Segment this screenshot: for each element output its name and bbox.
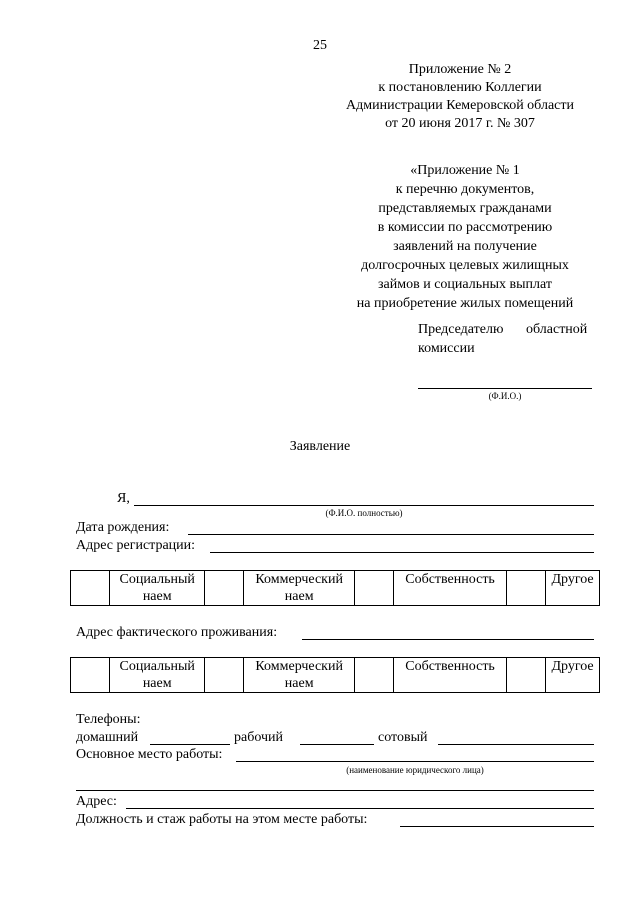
annex1-line: в комиссии по рассмотрению [377,220,553,235]
actual-housing-table [70,657,600,693]
position-label: Должность и стаж работы на этом месте работы: [76,812,368,827]
checkbox-commercial-rent[interactable] [205,571,244,606]
annex1-line: на приобретение жилых помещений [356,296,574,311]
checkbox-other[interactable] [507,658,546,693]
annex1-line: займов и социальных выплат [378,277,552,292]
annex1-line: долгосрочных целевых жилищных [361,258,569,273]
job-field[interactable] [236,761,594,762]
option-other: Другое [546,571,600,606]
option-ownership: Собственность [393,571,506,606]
work-phone-label: рабочий [234,730,283,745]
phones-label: Телефоны: [76,712,141,727]
birth-date-field[interactable] [188,534,594,535]
position-field[interactable] [400,826,594,827]
option-commercial-rent: Коммерческий наем [244,658,355,693]
birth-date-label: Дата рождения: [76,520,170,535]
job-label: Основное место работы: [76,747,223,762]
checkbox-other[interactable] [507,571,546,606]
registration-address-label: Адрес регистрации: [76,538,196,553]
option-ownership: Собственность [393,658,506,693]
checkbox-ownership[interactable] [354,571,393,606]
mobile-phone-label: сотовый [378,730,428,745]
full-name-caption: (Ф.И.О. полностью) [325,508,403,518]
org-caption: (наименование юридического лица) [346,765,484,775]
registration-housing-table [70,570,600,606]
actual-address-field[interactable] [302,639,594,640]
annex2-line: Приложение № 2 [408,62,512,77]
checkbox-ownership[interactable] [354,658,393,693]
checkbox-social-rent[interactable] [71,571,110,606]
annex2-header [330,61,590,133]
i-label: Я, [117,491,130,506]
job-field-continued[interactable] [76,790,594,791]
option-social-rent: Социальный наем [110,658,205,693]
work-phone-field[interactable] [300,744,374,745]
option-social-rent: Социальный наем [110,571,205,606]
actual-address-label: Адрес фактического проживания: [76,625,278,640]
checkbox-commercial-rent[interactable] [205,658,244,693]
addressee-regional: областной [526,322,588,337]
addressee-commission: комиссии [418,341,475,356]
job-address-label: Адрес: [76,794,117,809]
home-phone-label: домашний [76,730,139,745]
annex1-line: к перечню документов, [395,182,535,197]
document-title: Заявление [289,439,351,454]
home-phone-field[interactable] [150,744,230,745]
checkbox-social-rent[interactable] [71,658,110,693]
annex1-line: «Приложение № 1 [410,163,520,178]
annex1-line: представляемых гражданами [378,201,552,216]
addressee-fio-line[interactable] [418,388,592,389]
annex2-line: от 20 июня 2017 г. № 307 [385,116,535,131]
option-commercial-rent: Коммерческий наем [244,571,355,606]
page-number: 25 [313,38,327,53]
job-address-field[interactable] [126,808,594,809]
addressee-fio-caption: (Ф.И.О.) [488,391,522,401]
addressee-chairman: Председателю [418,322,504,337]
annex2-line: Администрации Кемеровской области [346,98,574,113]
annex2-line: к постановлению Коллегии [378,80,542,95]
option-other: Другое [546,658,600,693]
full-name-field[interactable] [134,505,594,506]
annex1-header [340,161,590,313]
registration-address-field[interactable] [210,552,594,553]
annex1-line: заявлений на получение [393,239,537,254]
mobile-phone-field[interactable] [438,744,594,745]
